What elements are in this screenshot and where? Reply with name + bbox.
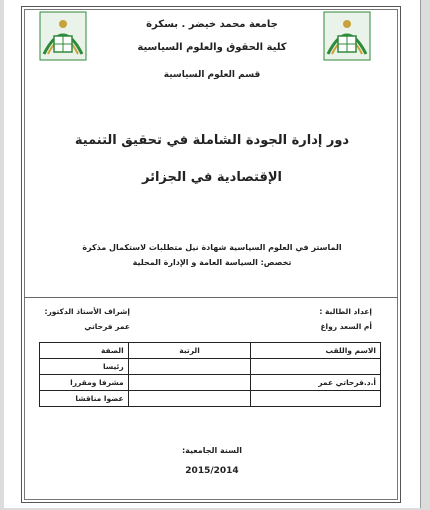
university-emblem-icon	[322, 10, 372, 62]
university-name: جامعة محمد خيضر . بسكرة	[146, 19, 278, 30]
section-divider	[24, 297, 398, 298]
specialization: تخصص: السياسة العامة و الإدارة المحلية	[132, 258, 292, 267]
student-name: أم السعد رواغ	[320, 322, 372, 331]
academic-year: 2015/2014	[185, 466, 239, 476]
supervisor-name: عمر فرحاتي	[84, 322, 130, 331]
student-label: إعداد الطالبة :	[319, 307, 372, 316]
thesis-title-line1: دور إدارة الجودة الشاملة في تحقيق التنمية	[74, 133, 350, 148]
jury-table	[39, 342, 381, 407]
table-cell: عضوا مناقشا	[40, 391, 129, 407]
table-cell: أ.د.فرحاتي عمر	[251, 375, 381, 391]
table-header-cell: الاسم واللقب	[251, 343, 381, 359]
thesis-title-line2: الإقتصادية في الجزائر	[141, 170, 283, 185]
table-row	[40, 375, 381, 391]
academic-year-label: السنة الجامعية:	[181, 446, 243, 455]
table-cell	[128, 391, 251, 407]
table-cell	[128, 375, 251, 391]
page-border-inner	[24, 9, 398, 500]
table-cell	[251, 391, 381, 407]
table-cell	[128, 359, 251, 375]
university-emblem-icon	[38, 10, 88, 62]
faculty-name: كلية الحقوق والعلوم السياسية	[137, 42, 287, 53]
table-row	[40, 391, 381, 407]
table-header-cell: الرتبة	[128, 343, 251, 359]
document-page	[4, 0, 421, 508]
table-cell: مشرفا ومقررا	[40, 375, 129, 391]
supervisor-label: إشراف الأستاذ الدكتور:	[44, 307, 130, 316]
table-header-cell: الصفة	[40, 343, 129, 359]
table-row	[40, 359, 381, 375]
table-cell: رئيسا	[40, 359, 129, 375]
department-name: قسم العلوم السياسية	[163, 70, 261, 80]
table-cell	[251, 359, 381, 375]
degree-note: الماستر في العلوم السياسية شهادة نيل متطلبات لاستكمال مذكرة	[82, 243, 342, 252]
table-header-row	[40, 343, 381, 359]
